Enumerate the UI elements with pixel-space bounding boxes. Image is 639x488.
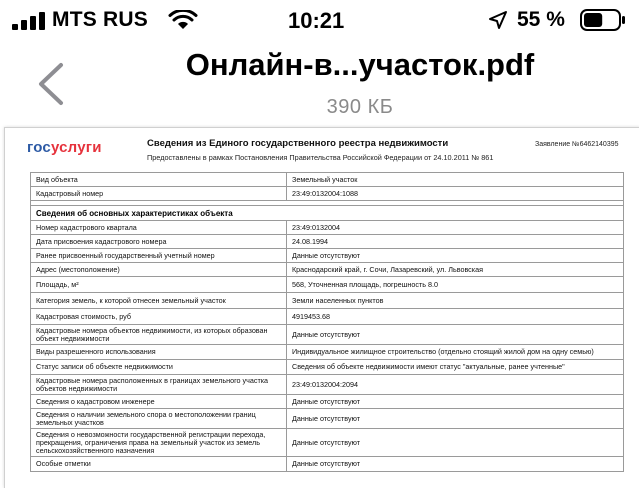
wifi-icon — [168, 10, 198, 30]
row-label: Адрес (местоположение) — [31, 263, 287, 276]
row-label: Сведения о наличии земельного спора о местоположении границ земельных участков — [31, 409, 287, 428]
row-value: Данные отсутствуют — [287, 409, 624, 428]
table-row — [31, 235, 624, 249]
row-value: Земли населенных пунктов — [287, 293, 624, 308]
table-row — [31, 360, 624, 375]
row-label: Вид объекта — [31, 173, 287, 186]
row-label: Кадастровая стоимость, руб — [31, 309, 287, 324]
table-row — [31, 187, 624, 201]
row-label: Дата присвоения кадастрового номера — [31, 235, 287, 248]
row-label: Кадастровые номера объектов недвижимости, из которых образован объект недвижимости — [31, 325, 287, 344]
table-row — [31, 395, 624, 409]
application-number: Заявление №6462140395 — [535, 141, 619, 148]
table-row — [31, 409, 624, 429]
table-row — [31, 345, 624, 360]
document-size: 390 КБ — [326, 96, 394, 118]
row-label: Категория земель, к которой отнесен земельный участок — [31, 293, 287, 308]
row-value: Земельный участок — [287, 173, 624, 186]
row-label: Кадастровые номера расположенных в границах земельного участка объектов недвижимости — [31, 375, 287, 394]
table-row — [31, 375, 624, 395]
row-value: Данные отсутствуют — [287, 395, 624, 408]
section-title: Сведения об основных характеристиках объекта — [31, 206, 624, 220]
section-header-row — [31, 206, 624, 221]
row-value: Данные отсутствуют — [287, 429, 624, 456]
table-row — [31, 263, 624, 277]
table-row — [31, 173, 624, 187]
row-value: 23:49:0132004:1088 — [287, 187, 624, 200]
row-label: Номер кадастрового квартала — [31, 221, 287, 234]
row-label: Площадь, м² — [31, 277, 287, 292]
pdf-page[interactable] — [4, 127, 639, 488]
row-label: Особые отметки — [31, 457, 287, 471]
row-value: 23:49:0132004 — [287, 221, 624, 234]
document-heading: Сведения из Единого государственного реестра недвижимости — [147, 138, 449, 149]
table-row — [31, 277, 624, 293]
table-row — [31, 309, 624, 325]
battery-icon — [580, 9, 626, 31]
row-label: Виды разрешенного использования — [31, 345, 287, 359]
gosuslugi-logo: госуслуги — [27, 139, 102, 156]
battery-percent: 55 % — [517, 8, 565, 31]
row-value: Данные отсутствуют — [287, 325, 624, 344]
row-value: 24.08.1994 — [287, 235, 624, 248]
row-label: Статус записи об объекте недвижимости — [31, 360, 287, 374]
table-row — [31, 293, 624, 309]
table-row — [31, 249, 624, 263]
row-value: Данные отсутствуют — [287, 249, 624, 262]
carrier-name: MTS RUS — [52, 8, 148, 31]
row-label: Кадастровый номер — [31, 187, 287, 200]
property-table — [30, 172, 624, 472]
row-value: 568, Уточненная площадь, погрешность 8.0 — [287, 277, 624, 292]
row-value: Сведения об объекте недвижимости имеют статус "актуальные, ранее учтенные" — [287, 360, 624, 374]
row-value: 23:49:0132004:2094 — [287, 375, 624, 394]
table-row — [31, 221, 624, 235]
location-arrow-icon — [488, 10, 508, 30]
table-row — [31, 457, 624, 472]
clock: 10:21 — [288, 8, 345, 33]
status-bar — [0, 0, 639, 42]
row-label: Сведения о невозможности государственной регистрации перехода, прекращения, ограничения права на земельный участок из земель сельскохозяйственного назначения — [31, 429, 287, 456]
row-value: Данные отсутствуют — [287, 457, 624, 471]
row-label: Ранее присвоенный государственный учетный номер — [31, 249, 287, 262]
row-value: Краснодарский край, г. Сочи, Лазаревский, ул. Львовская — [287, 263, 624, 276]
row-label: Сведения о кадастровом инженере — [31, 395, 287, 408]
row-value: Индивидуальное жилищное строительство (отдельно стоящий жилой дом на одну семью) — [287, 345, 624, 359]
document-subheading: Предоставлены в рамках Постановления Правительства Российской Федерации от 24.10.2011 № 861 — [147, 153, 494, 162]
cellular-signal-icon — [12, 12, 46, 30]
table-row — [31, 325, 624, 345]
table-row — [31, 429, 624, 457]
document-title: Онлайн-в...участок.pdf — [185, 47, 535, 82]
row-value: 4919453.68 — [287, 309, 624, 324]
